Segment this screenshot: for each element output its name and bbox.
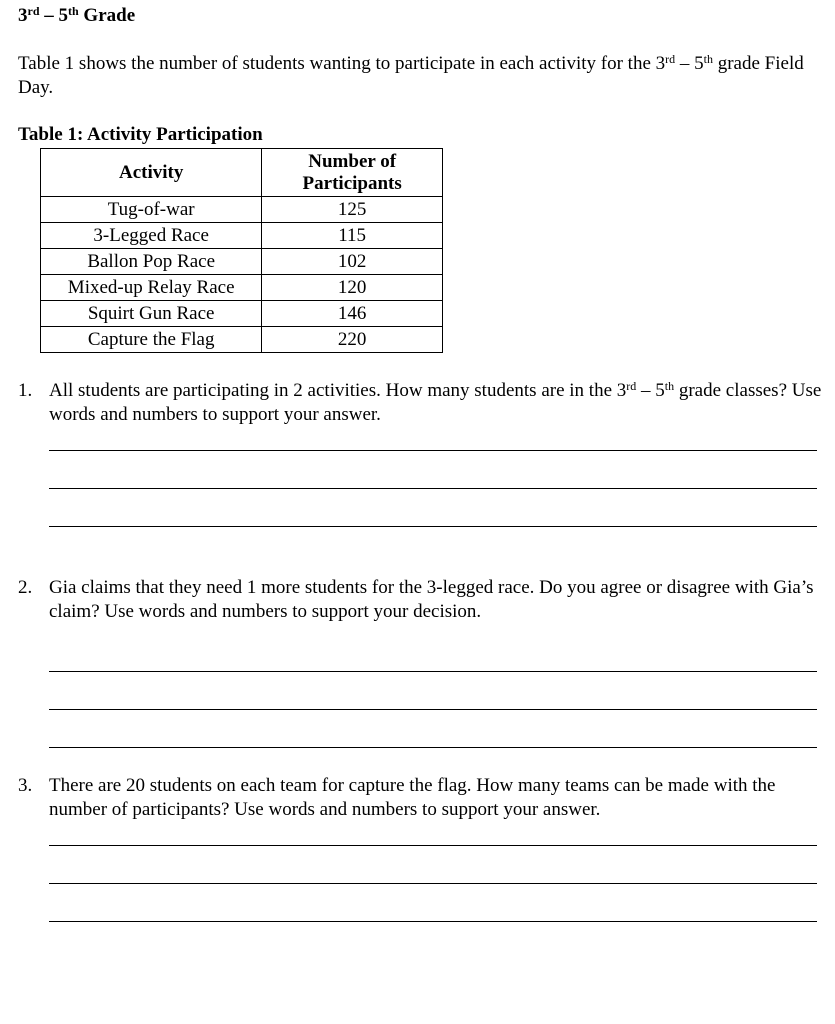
table-row — [41, 197, 443, 223]
intro-paragraph — [18, 52, 818, 100]
question-text: Gia claims that they need 1 more students for the 3-legged race. Do you agree or disagree with Gia’s claim? Use words and numbers to support your decision. — [49, 577, 814, 622]
question-text: There are 20 students on each team for capture the flag. How many teams can be made with the number of participants? Use words and numbers to support your answer. — [49, 775, 776, 820]
question-number: 2. — [18, 577, 33, 598]
answer-line[interactable] — [49, 883, 817, 884]
activity-participation-table — [40, 148, 443, 353]
count-cell: 115 — [262, 223, 443, 249]
activity-cell: 3-Legged Race — [41, 223, 262, 249]
header-count-line2: Participants — [302, 172, 402, 194]
count-cell: 125 — [262, 197, 443, 223]
table-row — [41, 301, 443, 327]
intro-superscript-rd: rd — [665, 52, 676, 66]
count-cell: 220 — [262, 327, 443, 353]
heading-superscript-th: th — [68, 4, 79, 18]
answer-line[interactable] — [49, 845, 817, 846]
header-activity: Activity — [41, 149, 262, 197]
question-3 — [18, 774, 823, 822]
answer-line[interactable] — [49, 747, 817, 748]
table-row — [41, 223, 443, 249]
activity-cell: Capture the Flag — [41, 327, 262, 353]
table-title: Table 1: Activity Participation — [18, 124, 263, 145]
intro-superscript-th: th — [703, 52, 713, 66]
question-number: 1. — [18, 380, 33, 401]
question-1-superscript-rd: rd — [626, 379, 637, 393]
answer-line[interactable] — [49, 450, 817, 451]
page-heading — [18, 5, 135, 27]
question-text — [49, 379, 823, 427]
header-number-of-participants — [262, 149, 443, 197]
count-cell: 102 — [262, 249, 443, 275]
table-header-row — [41, 149, 443, 197]
answer-line[interactable] — [49, 671, 817, 672]
heading-dash-grade: – 5 — [39, 5, 68, 26]
answer-line[interactable] — [49, 921, 817, 922]
intro-text-end: grade Field Day. — [18, 53, 804, 98]
question-1-text-dash: – 5 — [636, 380, 665, 401]
count-cell: 146 — [262, 301, 443, 327]
answer-line[interactable] — [49, 709, 817, 710]
activity-cell: Tug-of-war — [41, 197, 262, 223]
question-1 — [18, 379, 823, 427]
intro-text-dash: – 5 — [675, 53, 704, 74]
heading-superscript-rd: rd — [27, 4, 40, 18]
answer-line[interactable] — [49, 526, 817, 527]
activity-cell: Mixed-up Relay Race — [41, 275, 262, 301]
table-row — [41, 327, 443, 353]
question-1-text-end: grade classes? Use words and numbers to support your answer. — [49, 380, 822, 425]
header-count-line1: Number of — [308, 150, 397, 172]
table-row — [41, 249, 443, 275]
question-number: 3. — [18, 775, 33, 796]
heading-word-grade: Grade — [78, 5, 136, 26]
question-2 — [18, 576, 823, 624]
count-cell: 120 — [262, 275, 443, 301]
answer-line[interactable] — [49, 488, 817, 489]
intro-text-start: Table 1 shows the number of students wanting to participate in each activity for the 3 — [18, 53, 666, 74]
question-1-superscript-th: th — [664, 379, 675, 393]
table-row — [41, 275, 443, 301]
activity-cell: Squirt Gun Race — [41, 301, 262, 327]
question-1-text-start: All students are participating in 2 activities. How many students are in the 3 — [49, 380, 627, 401]
heading-grade: 3 — [18, 5, 28, 26]
activity-cell: Ballon Pop Race — [41, 249, 262, 275]
